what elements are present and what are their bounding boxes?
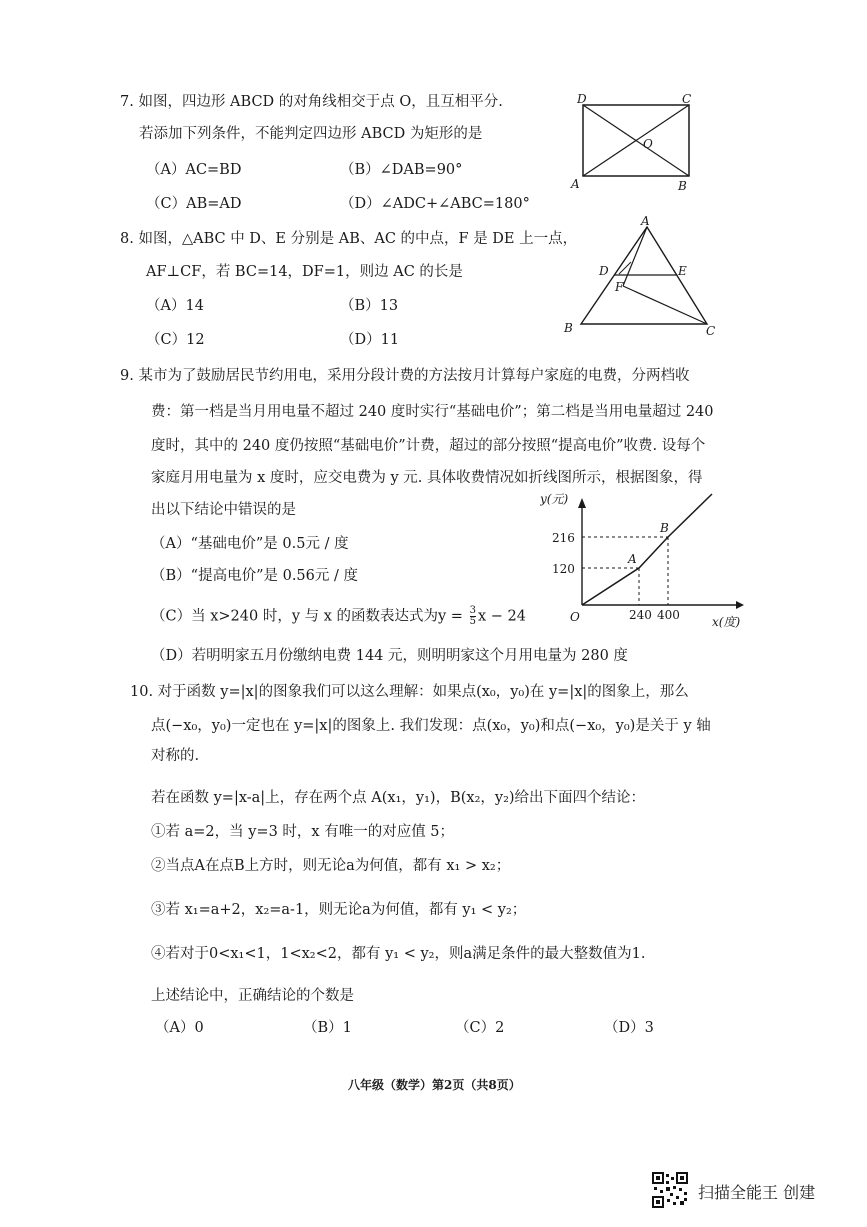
label-f: F xyxy=(615,280,624,294)
q7-option-b: （B）∠DAB=90° xyxy=(340,162,463,178)
label-d: D xyxy=(599,264,609,278)
q9-option-d: （D）若明明家五月份缴纳电费 144 元，则明明家这个月用电量为 280 度 xyxy=(151,648,628,664)
origin-label: O xyxy=(570,610,580,624)
q10-option-a: （A）0 xyxy=(155,1020,204,1036)
q10-conclusion-3: ③若 x₁=a+2，x₂=a-1，则无论a为何值，都有 y₁ < y₂； xyxy=(151,902,527,918)
q10-stem-line1: 10. 对于函数 y=|x|的图象我们可以这么理解：如果点(x₀，y₀)在 y=|x|的图象上，那么 xyxy=(130,684,689,700)
q7-option-a: （A）AC=BD xyxy=(146,162,242,178)
q7-option-c: （C）AB=AD xyxy=(146,196,242,212)
label-c: C xyxy=(706,324,716,338)
x-axis-arrow xyxy=(736,601,744,609)
q7-option-d: （D）∠ADC+∠ABC=180° xyxy=(340,196,530,212)
q9-option-c xyxy=(151,606,526,627)
q9-option-c-suffix: x − 24 xyxy=(477,608,526,625)
label-a: A xyxy=(571,177,580,191)
q8-stem-line2: AF⊥CF，若 BC=14，DF=1，则边 AC 的长是 xyxy=(146,264,463,280)
label-b: B xyxy=(564,321,573,335)
y-axis-label: y(元) xyxy=(540,492,569,506)
q9-option-a: （A）“基础电价”是 0.5元 / 度 xyxy=(151,536,349,552)
q10-conclusion-1: ①若 a=2，当 y=3 时，x 有唯一的对应值 5； xyxy=(151,824,455,840)
label-d: D xyxy=(577,92,587,106)
q10-stem-line4: 若在函数 y=|x-a|上，存在两个点 A(x₁，y₁)，B(x₂，y₂)给出下面四个结论： xyxy=(151,790,646,806)
label-c: C xyxy=(682,92,692,106)
q9-stem-line2: 费：第一档是当月用电量不超过 240 度时实行“基础电价”；第二档是当用电量超过 240 xyxy=(151,404,714,420)
label-a: A xyxy=(641,214,650,228)
q7-rectangle-figure xyxy=(565,88,715,198)
y-axis-arrow xyxy=(578,498,586,508)
x-tick-400: 400 xyxy=(657,608,680,622)
q8-stem-line1: 8. 如图，△ABC 中 D、E 分别是 AB、AC 的中点，F 是 DE 上一点， xyxy=(120,231,578,247)
segment-fc xyxy=(623,286,707,324)
q10-conclusion-4: ④若对于0<x₁<1，1<x₂<2，都有 y₁ < y₂，则a满足条件的最大整数值为1. xyxy=(151,946,646,962)
q7-stem-line1: 7. 如图，四边形 ABCD 的对角线相交于点 O，且互相平分. xyxy=(120,94,503,110)
q10-conclusion-2: ②当点A在点B上方时，则无论a为何值，都有 x₁ > x₂； xyxy=(151,858,511,874)
fraction-numerator: 3 xyxy=(469,605,476,616)
y-tick-216: 216 xyxy=(552,531,575,545)
label-o: O xyxy=(643,137,653,151)
y-tick-120: 120 xyxy=(552,562,575,576)
q9-price-graph xyxy=(540,486,750,632)
q9-fraction xyxy=(470,606,476,627)
x-axis-label: x(度) xyxy=(712,615,741,629)
q10-option-d: （D）3 xyxy=(604,1020,654,1036)
q8-triangle-figure xyxy=(555,212,730,342)
q8-option-a: （A）14 xyxy=(146,298,204,314)
q7-stem-line2: 若添加下列条件，不能判定四边形 ABCD 为矩形的是 xyxy=(139,126,483,142)
q9-option-c-prefix: （C）当 x>240 时，y 与 x 的函数表达式为y = xyxy=(151,608,468,625)
label-e: E xyxy=(678,264,687,278)
q9-stem-line4: 家庭月用电量为 x 度时，应交电费为 y 元. 具体收费情况如折线图所示，根据图象，得 xyxy=(151,470,703,486)
q9-stem-line3: 度时，其中的 240 度仍按照“基础电价”计费，超过的部分按照“提高电价”收费. 设每个 xyxy=(151,438,706,454)
q10-option-b: （B）1 xyxy=(303,1020,352,1036)
fraction-denominator: 5 xyxy=(469,616,476,627)
q9-option-b: （B）“提高电价”是 0.56元 / 度 xyxy=(151,568,358,584)
point-a-label: A xyxy=(628,552,637,566)
q8-option-b: （B）13 xyxy=(340,298,399,314)
label-b: B xyxy=(678,179,687,193)
q9-stem-line1: 9. 某市为了鼓励居民节约用电，采用分段计费的方法按月计算每户家庭的电费，分两档收 xyxy=(120,368,690,384)
x-tick-240: 240 xyxy=(629,608,652,622)
q8-option-c: （C）12 xyxy=(146,332,205,348)
scanner-watermark: 扫描全能王 创建 xyxy=(698,1183,816,1202)
q10-stem-line3: 对称的. xyxy=(151,748,200,764)
point-b-label: B xyxy=(660,521,669,535)
q8-option-d: （D）11 xyxy=(340,332,400,348)
q10-stem-line2: 点(−x₀，y₀)一定也在 y=|x|的图象上. 我们发现：点(x₀，y₀)和点(−x₀，y₀)是关于 y 轴 xyxy=(151,718,711,734)
q9-stem-line5: 出以下结论中错误的是 xyxy=(151,502,296,518)
q10-stem-line5: 上述结论中，正确结论的个数是 xyxy=(151,988,354,1004)
qr-code-icon xyxy=(652,1172,688,1208)
price-polyline xyxy=(582,494,712,605)
page-footer: 八年级（数学）第2页（共8页） xyxy=(348,1078,521,1092)
q10-option-c: （C）2 xyxy=(455,1020,505,1036)
